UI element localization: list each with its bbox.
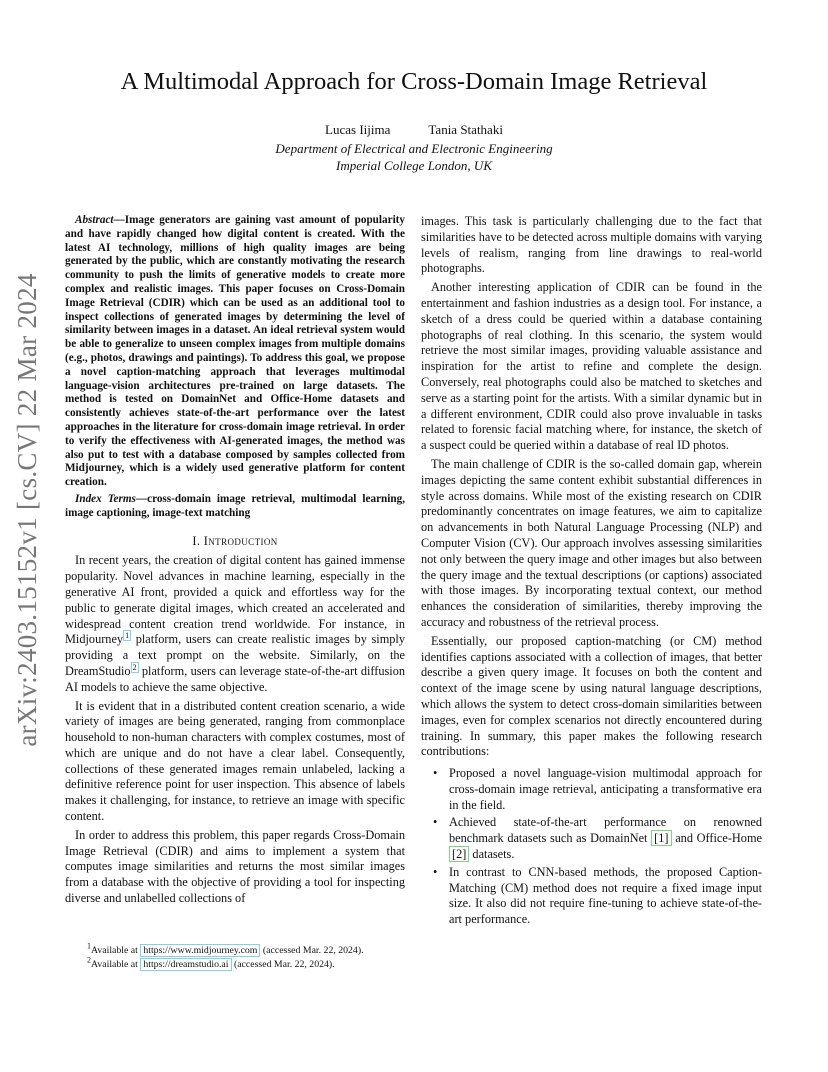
list-item-text: Proposed a novel language-vision multimodal approach for cross-domain image retrieval, anticipating a transformative era in the field. (449, 766, 762, 812)
footnote (65, 955, 405, 972)
bullet-icon: • (433, 815, 438, 830)
author-list (64, 121, 764, 138)
index-terms (65, 493, 405, 521)
index-terms-lead: Index Terms (75, 492, 136, 505)
affiliation-department: Department of Electrical and Electronic Engineering (275, 141, 553, 156)
paragraph-text: platform, users can leverage state-of-the-art diffusion AI models to achieve the same objective. (65, 663, 405, 694)
list-item-text: In contrast to CNN-based methods, the proposed Caption-Matching (CM) method does not require a fixed image input size. It also did not require fine-tuning to achieve state-of-the-art performance. (449, 864, 762, 927)
footnote-ref[interactable]: 2 (132, 662, 137, 672)
list-item (433, 864, 762, 928)
list-item-text: datasets. (469, 847, 515, 862)
footnote-link[interactable]: https://www.midjourney.com (140, 944, 260, 957)
paragraph: Another interesting application of CDIR can be found in the entertainment and fashion industries as a design tool. For instance, a sketch of a dress could be queried within a database containing photographs of real clothing. In this scenario, the system would retrieve the most similar images, providing valuable assistance and inspiration for the artist to refine and complete the design. Conversely, real photographs could also be matched to sketches and serve as a starting point for the artists. With a similar dynamic but in a different environment, CDIR could also prove invaluable in tasks related to forensic facial matching where, for instance, the sketch of a suspect could be queried within a database of real ID photos. (421, 280, 762, 453)
paragraph-text: In recent years, the creation of digital content has gained immense popularity. Novel advances in machine learning, especially in the generative AI front, provided a quick and effortless way for the public to generate digital images, which created an accelerated and widespread content creation trend worldwide. For instance, in Midjourney (65, 553, 405, 647)
abstract-text: —Image generators are gaining vast amount of popularity and have rapidly changed how digital content is created. With the latest AI technology, millions of high quality images are being generated by the public, which are constantly motivating the research community to push the limits of generative models to create more complex and realistic images. This paper focuses on Cross-Domain Image Retrieval (CDIR) which can be used as an additional tool to inspect collections of generated images by determining the level of similarity between images in a dataset. An ideal retrieval system would be able to generalize to unseen complex images from multiple domains (e.g., photos, drawings and paintings). To address this goal, we propose a novel caption-matching approach that leverages multimodal language-vision architectures pre-trained on large datasets. The method is tested on DomainNet and Office-Home datasets and consistently achieves state-of-the-art performance over the latest approaches in the literature for cross-domain image retrieval. In order to verify the effectiveness with AI-generated images, the method was also put to test with a database composed by samples collected from Midjourney, which is a widely used generative platform for content creation. (65, 214, 405, 489)
footnote-mark: 2 (87, 955, 91, 965)
footnotes (65, 941, 405, 971)
right-column (421, 214, 762, 930)
footnote-link[interactable]: https://dreamstudio.ai (140, 958, 231, 971)
affiliation (64, 140, 764, 174)
section-heading (65, 534, 405, 550)
paragraph: In order to address this problem, this paper regards Cross-Domain Image Retrieval (CDIR) and aims to implement a system that computes image similarities and returns the most similar images from a database with the objective of providing a tool for inspecting diverse and unlabelled collections of (65, 827, 405, 906)
abstract (65, 214, 405, 490)
citation-link[interactable]: [1] (651, 830, 671, 846)
footnote-text: Available at (91, 945, 141, 956)
footnote-text: (accessed Mar. 22, 2024). (260, 945, 364, 956)
paragraph (65, 553, 405, 695)
paper-title: A Multimodal Approach for Cross-Domain Image Retrieval (120, 68, 708, 95)
list-item-text: and Office-Home (671, 831, 762, 846)
bullet-icon: • (433, 864, 438, 879)
author-name: Tania Stathaki (428, 122, 503, 137)
index-terms-text: —cross-domain image retrieval, multimodal learning, image captioning, image-text matching (65, 492, 405, 519)
section-number: I. (192, 533, 204, 548)
list-item (433, 815, 762, 862)
affiliation-institution: Imperial College London, UK (336, 158, 492, 173)
arxiv-identifier: arXiv:2403.15152v1 [cs.CV] 22 Mar 2024 (12, 273, 42, 747)
bullet-icon: • (433, 766, 438, 781)
list-item-text: Achieved state-of-the-art performance on renowned benchmark datasets such as DomainNet (449, 815, 762, 846)
footnote-ref[interactable]: 1 (125, 631, 130, 641)
footnote-text: (accessed Mar. 22, 2024). (231, 958, 335, 970)
footnote (65, 941, 405, 958)
section-title: Introduction (203, 533, 278, 548)
paragraph-text: platform, users can create realistic images by simply providing a text prompt on the website. Similarly, on the DreamStudio (65, 632, 405, 678)
left-column (65, 214, 405, 907)
paragraph: The main challenge of CDIR is the so-called domain gap, wherein images depicting the same content exhibit substantial differences in style across domains. While most of the existing research on CDIR predominantly concentrates on image features, we aim to capitalize on advancements in both Natural Language Processing (NLP) and Computer Vision (CV). Our approach involves assessing similarities not only between the query image and other images but also between the query image and the textual descriptions (or captions) associated with those images. By incorporating textual context, our method enhances the consideration of similarities, thereby improving the accuracy and robustness of the retrieval process. (421, 456, 762, 629)
contributions-list (421, 766, 762, 928)
list-item (433, 766, 762, 813)
footnote-mark: 1 (87, 941, 91, 951)
abstract-lead: Abstract (75, 214, 114, 226)
paragraph: images. This task is particularly challenging due to the fact that similarities have to be detected across multiple domains with varying levels of realism, ranging from line drawings to real-world photographs. (421, 214, 762, 276)
footnote-text: Available at (91, 958, 141, 970)
citation-link[interactable]: [2] (449, 846, 469, 862)
paragraph: It is evident that in a distributed content creation scenario, a wide variety of images are being generated, ranging from commonplace household to non-human characters with complex costumes, most of which are unique and do not have a clear label. Consequently, collections of these generated images remain unlabeled, lacking a definitive reference point for user inspection. This absence of labels makes it challenging, for instance, to retrieve an image with specific content. (65, 698, 405, 824)
author-name: Lucas Iijima (325, 122, 391, 137)
paragraph: Essentially, our proposed caption-matching (or CM) method identifies captions associated with a collection of images, that better describe a given query image. It focuses on both the content and context of the image scene by using natural language descriptions, which allows the system to detect cross-domain similarities between images, even for complex scenarios not directly encountered during training. In summary, this paper makes the following research contributions: (421, 633, 762, 759)
